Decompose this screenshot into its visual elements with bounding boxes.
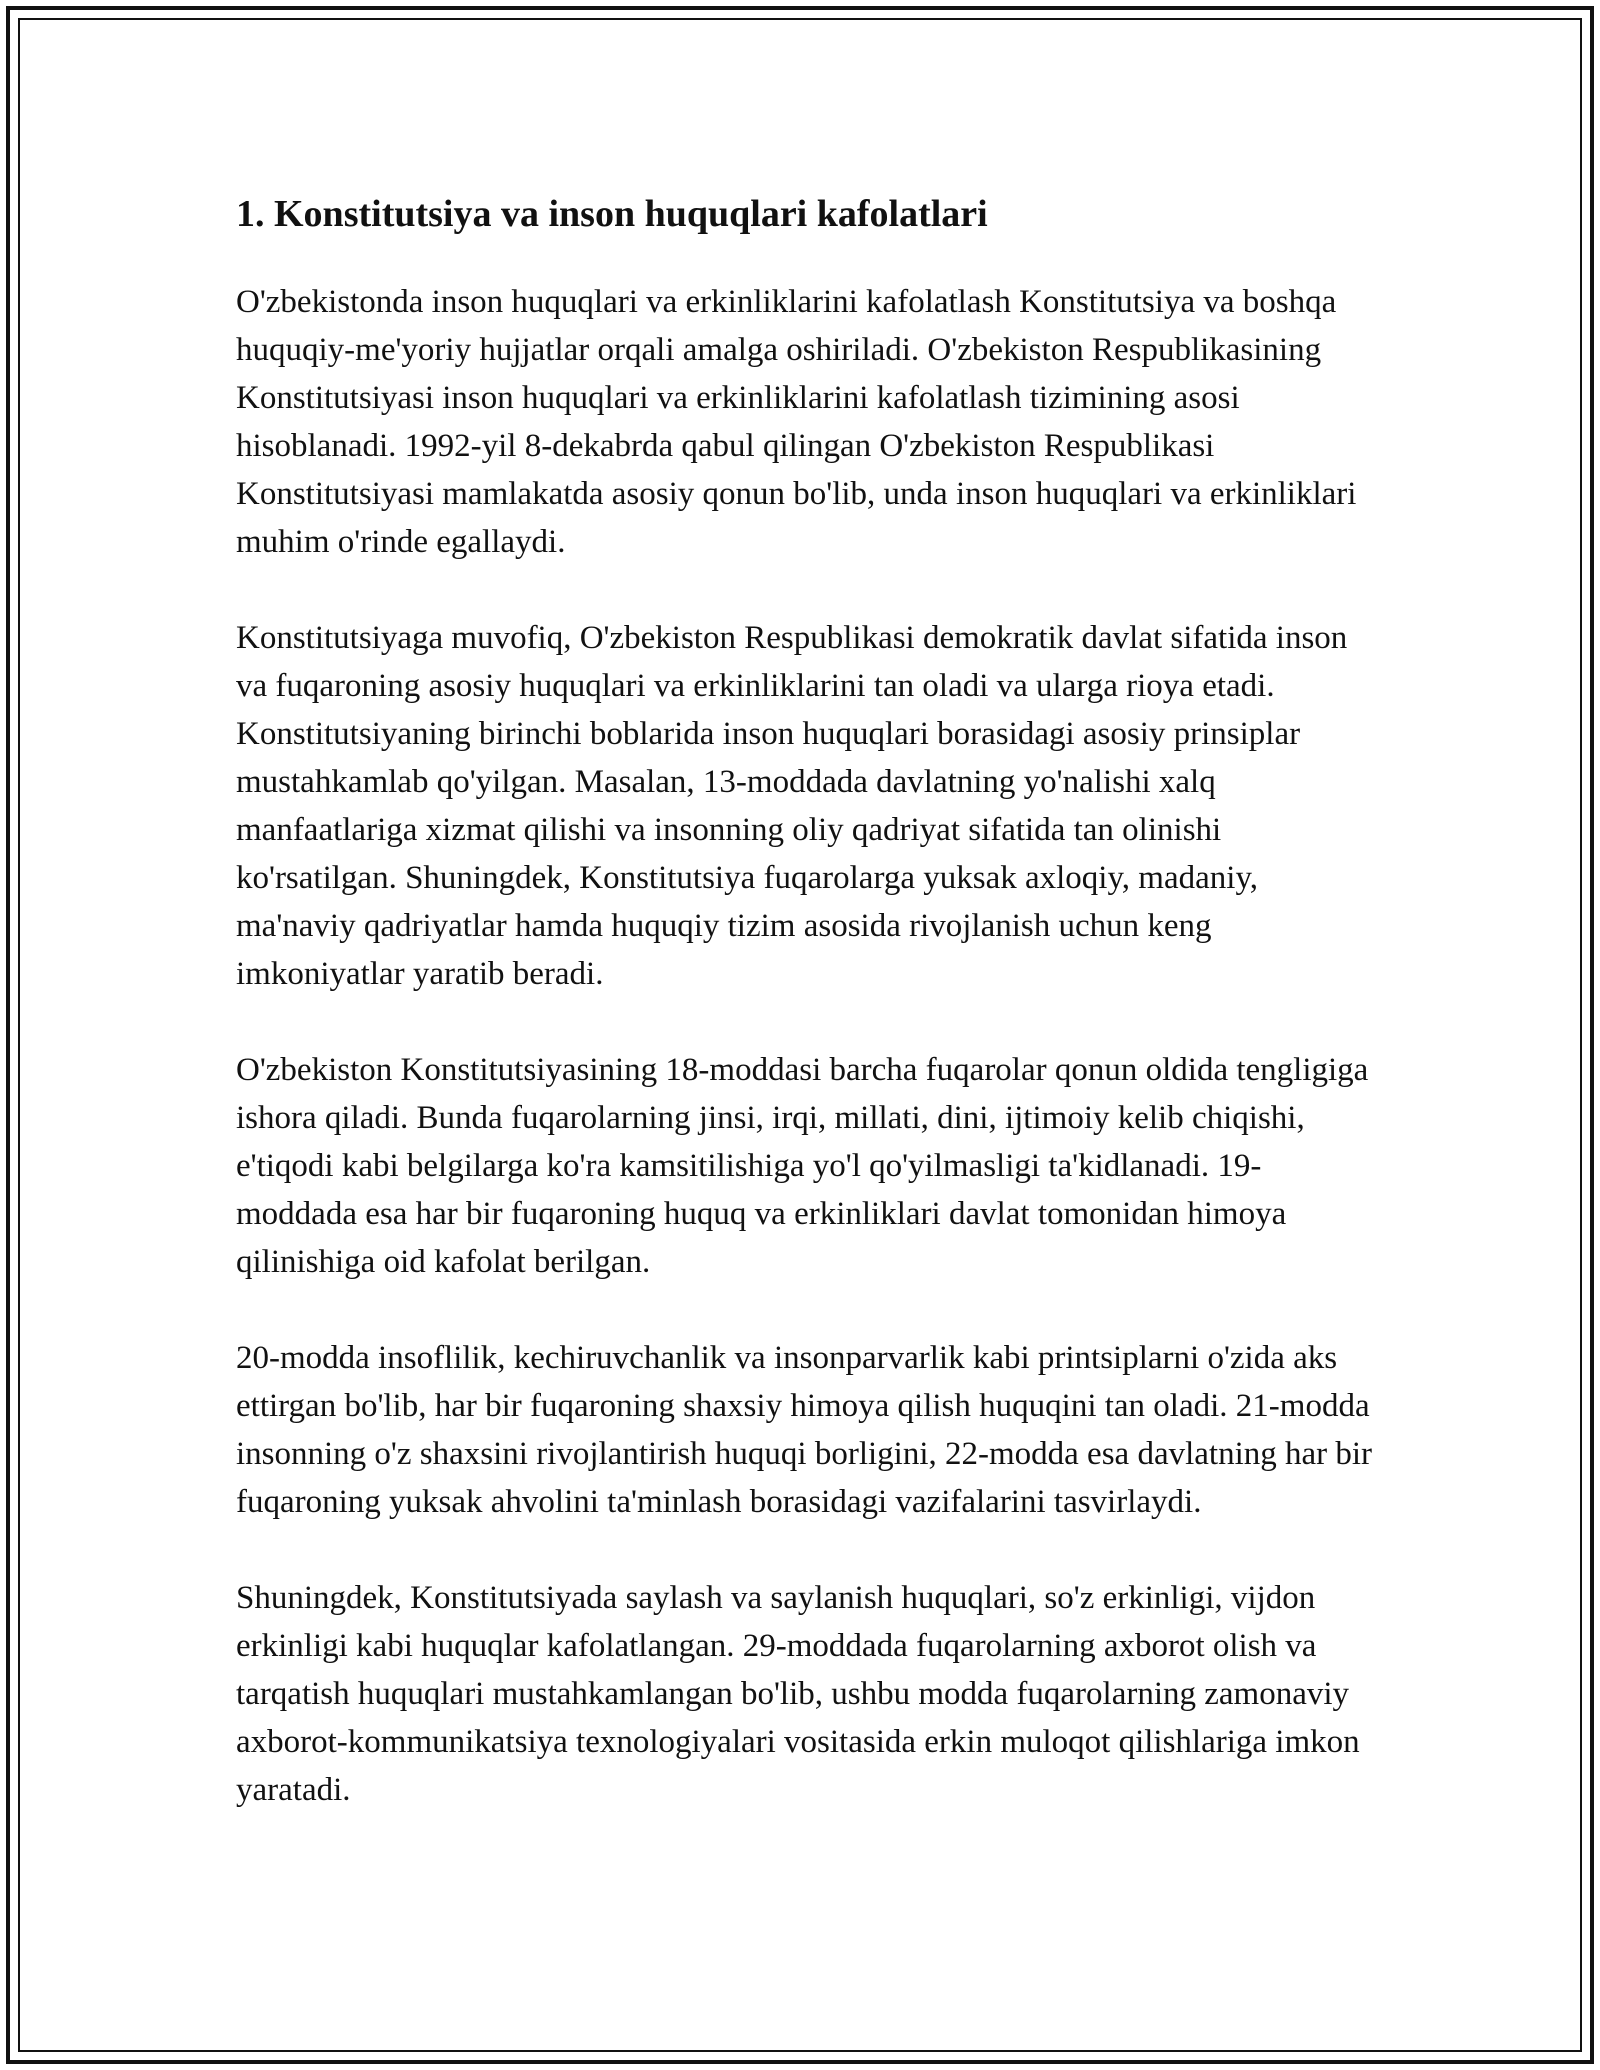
document-body (236, 186, 1376, 1862)
section-title: 1. Konstitutsiya va inson huquqlari kafolatlari (236, 193, 988, 235)
paragraph: Konstitutsiyaga muvofiq, O'zbekiston Respublikasi demokratik davlat sifatida inson va fuqaroning asosiy huquqlari va erkinliklarini tan oladi va ularga rioya etadi. Konstitutsiyaning birinchi boblarida inson huquqlari borasidagi asosiy prinsiplar mustahkamlab qo'yilgan. Masalan, 13-moddada davlatning yo'nalishi xalq manfaatlariga xizmat qilishi va insonning oliy qadriyat sifatida tan olinishi ko'rsatilgan. Shuningdek, Konstitutsiya fuqarolarga yuksak axloqiy, madaniy, ma'naviy qadriyatlar hamda huquqiy tizim asosida rivojlanish uchun keng imkoniyatlar yaratib beradi. (236, 620, 1348, 992)
paragraph: O'zbekiston Konstitutsiyasining 18-moddasi barcha fuqarolar qonun oldida tengligiga ishora qiladi. Bunda fuqarolarning jinsi, irqi, millati, dini, ijtimoiy kelib chiqishi, e'tiqodi kabi belgilarga ko'ra kamsitilishiga yo'l qo'yilmasligi ta'kidlanadi. 19-moddada esa har bir fuqaroning huquq va erkinliklari davlat tomonidan himoya qilinishiga oid kafolat berilgan. (236, 1052, 1369, 1280)
paragraph: Shuningdek, Konstitutsiyada saylash va saylanish huquqlari, so'z erkinligi, vijdon erkinligi kabi huquqlar kafolatlangan. 29-moddada fuqarolarning axborot olish va tarqatish huquqlari mustahkamlangan bo'lib, ushbu modda fuqarolarning zamonaviy axborot-kommunikatsiya texnologiyalari vositasida erkin muloqot qilishlariga imkon yaratadi. (236, 1580, 1360, 1808)
paragraph: 20-modda insoflilik, kechiruvchanlik va insonparvarlik kabi printsiplarni o'zida aks ettirgan bo'lib, har bir fuqaroning shaxsiy himoya qilish huquqini tan oladi. 21-modda insonning o'z shaxsini rivojlantirish huquqi borligini, 22-modda esa davlatning har bir fuqaroning yuksak ahvolini ta'minlash borasidagi vazifalarini tasvirlaydi. (236, 1340, 1373, 1520)
paragraph: O'zbekistonda inson huquqlari va erkinliklarini kafolatlash Konstitutsiya va boshqa huquqiy-me'yoriy hujjatlar orqali amalga oshiriladi. O'zbekiston Respublikasining Konstitutsiyasi inson huquqlari va erkinliklarini kafolatlash tizimining asosi hisoblanadi. 1992-yil 8-dekabrda qabul qilingan O'zbekiston Respublikasi Konstitutsiyasi mamlakatda asosiy qonun bo'lib, unda inson huquqlari va erkinliklari muhim o'rinde egallaydi. (236, 284, 1357, 560)
